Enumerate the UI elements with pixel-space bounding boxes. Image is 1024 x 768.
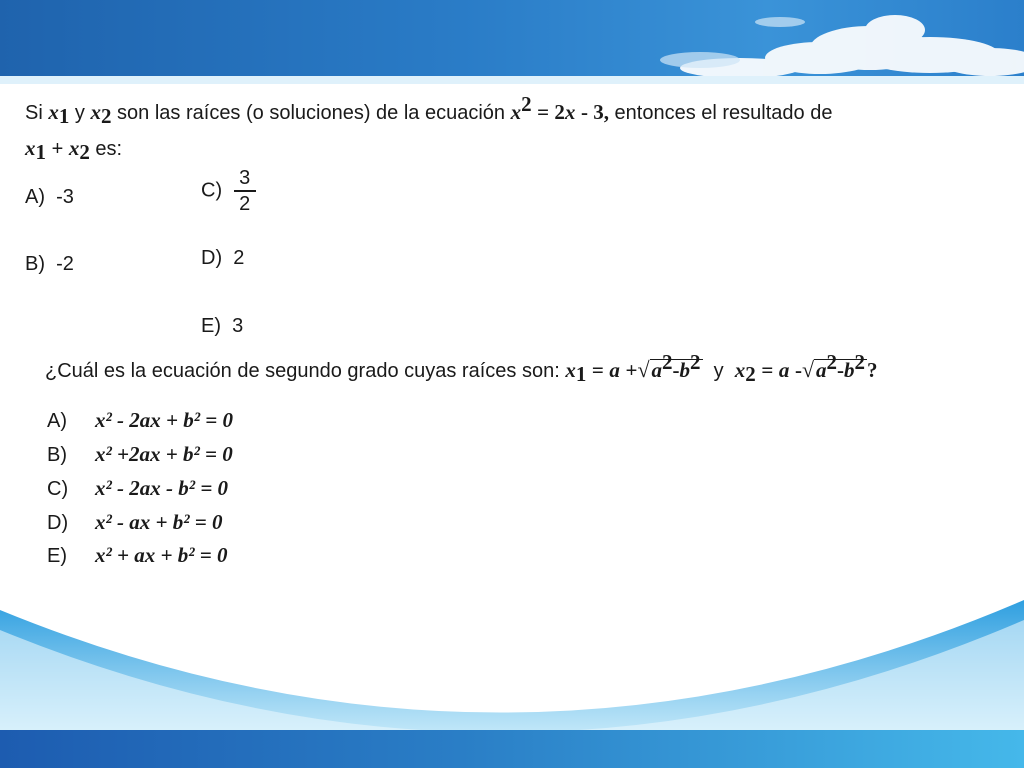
option-label: E) xyxy=(201,315,221,337)
option-expression: x² - 2ax + b² = 0 xyxy=(95,408,234,432)
rad-a-sq: 2 xyxy=(662,350,673,374)
rad-a: a xyxy=(816,358,827,382)
option-label: D) xyxy=(47,512,69,534)
q1-eq-x2: x xyxy=(564,100,576,124)
option-expression: x² +2ax + b² = 0 xyxy=(95,442,233,466)
q2-question-text: ¿Cuál es la ecuación de segundo grado cuyas raíces son: xyxy=(45,360,560,382)
q1-sum-plus: + xyxy=(51,138,64,160)
footer-bar xyxy=(0,730,1024,768)
sqrt-radical-2 xyxy=(801,350,867,383)
q2-plus: + xyxy=(625,358,638,382)
q2-stem xyxy=(45,350,878,386)
option-label: D) xyxy=(201,247,223,269)
q1-sum-x2: x xyxy=(68,136,80,160)
option-value: -3 xyxy=(56,186,74,208)
rad-b: b xyxy=(844,358,855,382)
q1-eq-sq: 2 xyxy=(521,92,532,116)
q2-x1-sub: 1 xyxy=(575,362,587,386)
option-label: B) xyxy=(47,444,67,466)
option-value: 2 xyxy=(233,247,245,269)
q2-x2: x xyxy=(734,358,746,382)
q1-option-a[interactable] xyxy=(25,186,74,209)
option-expression: x² - ax + b² = 0 xyxy=(95,510,223,534)
fraction-denominator: 2 xyxy=(239,193,251,215)
option-label: A) xyxy=(25,186,45,208)
option-label: B) xyxy=(25,253,45,275)
banner-divider xyxy=(0,76,1024,84)
option-value: 3 xyxy=(232,315,244,337)
q2-a2: a xyxy=(778,358,790,382)
rad-minus: - xyxy=(837,358,845,382)
q2-x2-sub: 2 xyxy=(745,362,756,386)
sqrt-radical-1 xyxy=(637,350,702,383)
clouds-decoration xyxy=(0,0,1024,78)
q2-qmark: ? xyxy=(867,358,878,382)
q1-option-d[interactable] xyxy=(201,247,244,270)
q1-y: y xyxy=(74,102,85,124)
q1-x1-sub: 1 xyxy=(58,104,70,128)
q1-x2-sub: 2 xyxy=(100,104,112,128)
q2-y: y xyxy=(713,360,724,382)
q1-sum-x1-sub: 1 xyxy=(35,140,46,164)
q1-eq-rhs: = 2 xyxy=(537,100,565,124)
q2-minus: - xyxy=(794,358,802,382)
footer-wave xyxy=(0,590,1024,730)
q1-si: Si xyxy=(25,102,43,124)
q1-option-e[interactable] xyxy=(201,315,243,338)
q1-stem-line2 xyxy=(25,136,123,164)
rad-b-sq: 2 xyxy=(854,350,866,374)
q1-sum-x2-sub: 2 xyxy=(79,140,90,164)
q1-es: es: xyxy=(95,138,123,160)
fraction-numerator: 3 xyxy=(239,167,251,189)
fraction-three-halves xyxy=(234,166,256,216)
rad-minus: - xyxy=(672,358,680,382)
q1-sum-x1: x xyxy=(25,136,36,160)
q1-eq-minus3: - 3, xyxy=(580,100,609,124)
option-label: C) xyxy=(201,179,223,202)
q2-option-d[interactable] xyxy=(47,510,223,535)
option-label: E) xyxy=(47,545,67,567)
q2-option-e[interactable] xyxy=(47,543,228,568)
rad-b: b xyxy=(679,358,691,382)
option-value: -2 xyxy=(56,253,74,275)
radical-sign-icon: √ xyxy=(801,357,815,382)
q2-eq2: = xyxy=(761,358,774,382)
rad-a: a xyxy=(651,358,663,382)
q1-stem-line1 xyxy=(25,92,833,128)
q1-option-b[interactable] xyxy=(25,253,74,276)
q2-option-b[interactable] xyxy=(47,442,233,467)
q2-x1: x xyxy=(565,358,576,382)
option-label: C) xyxy=(47,478,69,500)
radical-sign-icon: √ xyxy=(637,357,650,382)
q1-end-text: entonces el resultado de xyxy=(614,102,833,124)
option-expression: x² + ax + b² = 0 xyxy=(95,543,228,567)
rad-b-sq: 2 xyxy=(690,350,701,374)
q2-eq1: = xyxy=(591,358,604,382)
q2-option-a[interactable] xyxy=(47,408,233,433)
q1-x1: x xyxy=(48,100,59,124)
q2-a1: a xyxy=(609,358,620,382)
q1-mid-text: son las raíces (o soluciones) de la ecuación xyxy=(117,102,506,124)
q1-x2: x xyxy=(90,100,101,124)
option-expression: x² - 2ax - b² = 0 xyxy=(95,476,229,500)
q2-option-c[interactable] xyxy=(47,476,228,501)
q1-option-c[interactable] xyxy=(201,166,256,216)
q1-eq-x: x xyxy=(510,100,522,124)
rad-a-sq: 2 xyxy=(826,350,838,374)
option-label: A) xyxy=(47,410,67,432)
